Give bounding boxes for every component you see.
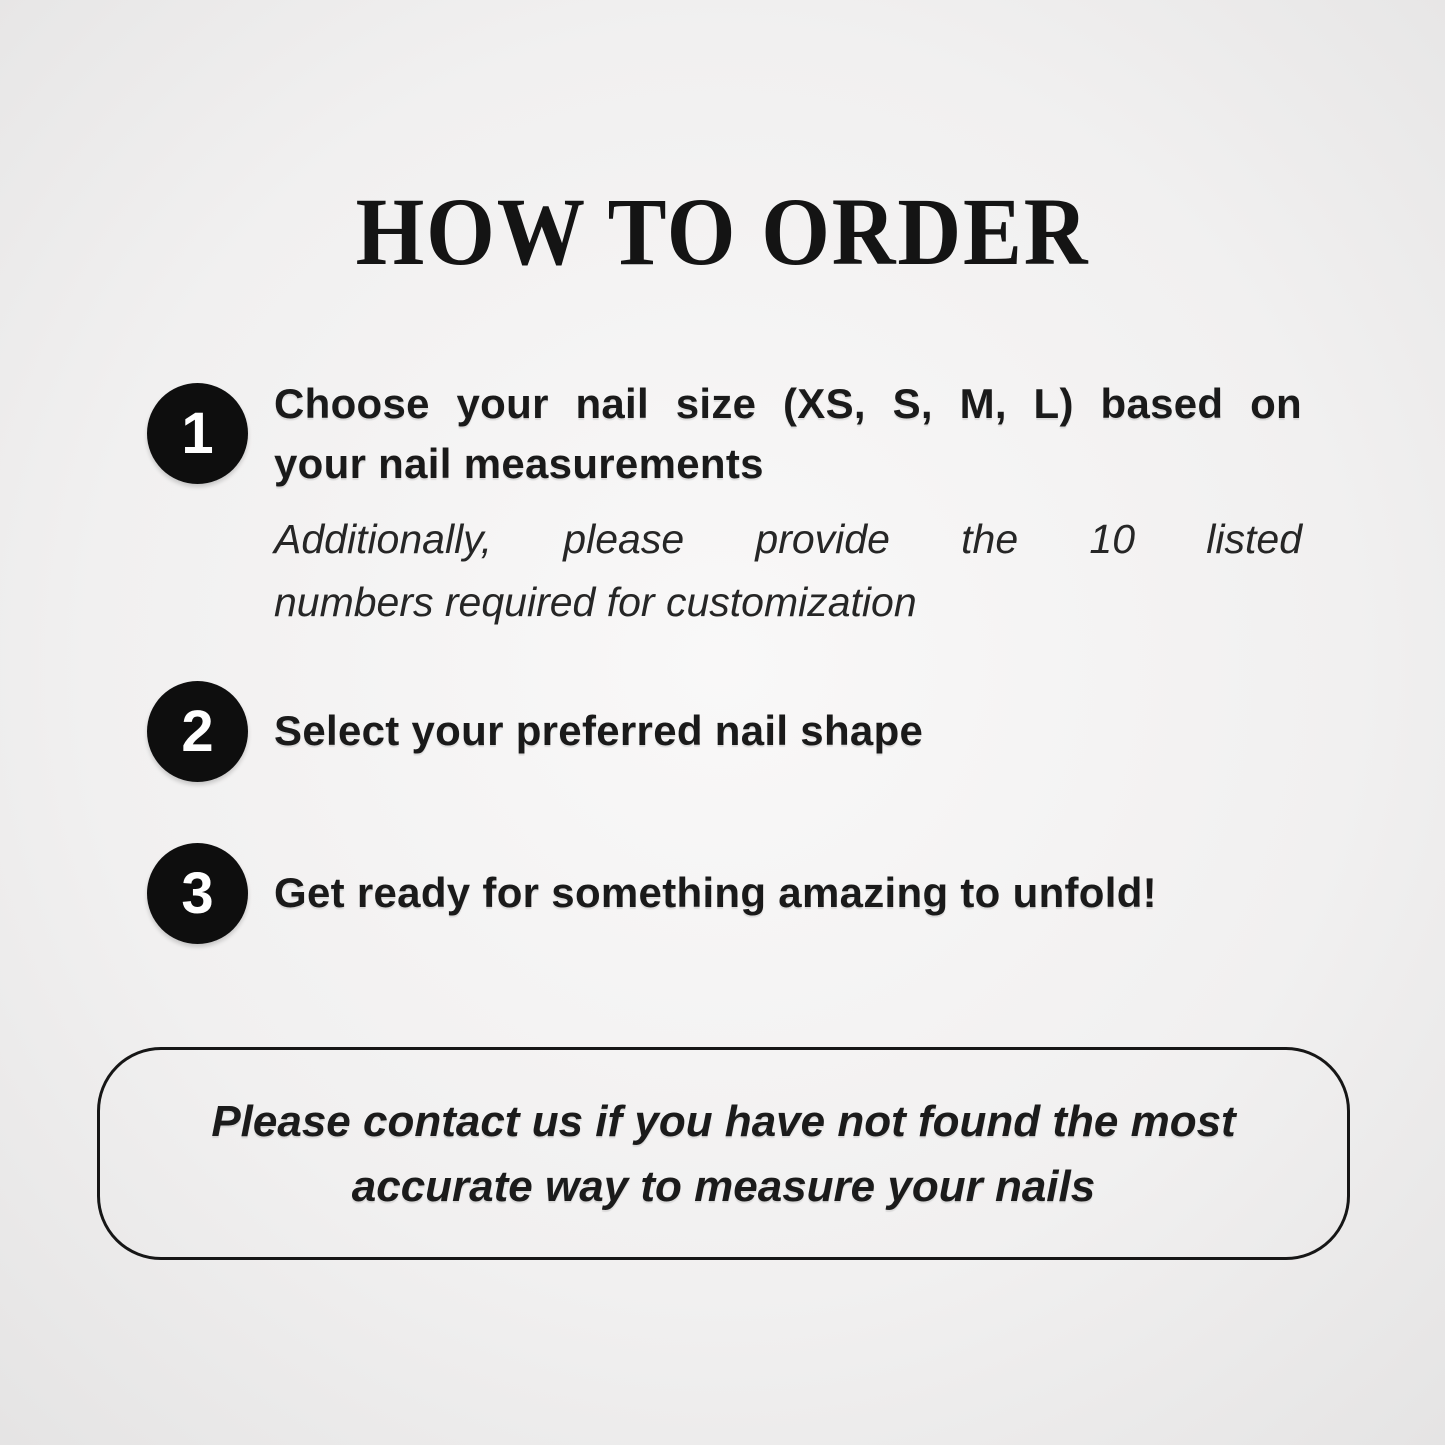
step-1-note-line-2: numbers required for customization [274, 579, 917, 625]
step-1-number-badge [147, 383, 248, 484]
step-item-2 [147, 680, 1302, 782]
step-1-number: 1 [181, 401, 214, 466]
step-1-note-line-1: Additionally, please provide the 10 listed [274, 516, 1302, 562]
step-3-text-line-1: Get ready for something amazing to unfold! [274, 869, 1157, 916]
step-1-text-line-1: Choose your nail size (XS, S, M, L) based on [274, 380, 1302, 427]
step-item-3 [147, 842, 1302, 944]
step-2-text-line-1: Select your preferred nail shape [274, 707, 924, 754]
step-2-text [274, 707, 1302, 754]
step-3-number-badge [147, 843, 248, 944]
contact-note-line-2: accurate way to measure your nails [351, 1161, 1096, 1211]
step-1-text [274, 374, 1302, 494]
step-item-1 [147, 380, 1302, 494]
page-title: HOW TO ORDER [355, 178, 1090, 285]
contact-note-line-1: Please contact us if you have not found the most [211, 1096, 1236, 1146]
step-2-number-badge [147, 681, 248, 782]
step-1-text-line-2: your nail measurements [274, 440, 764, 487]
step-3-number: 3 [181, 860, 214, 926]
step-3-text [274, 869, 1302, 916]
step-2-number: 2 [181, 698, 214, 764]
step-1-note [274, 508, 1302, 634]
contact-note-box [97, 1047, 1350, 1260]
